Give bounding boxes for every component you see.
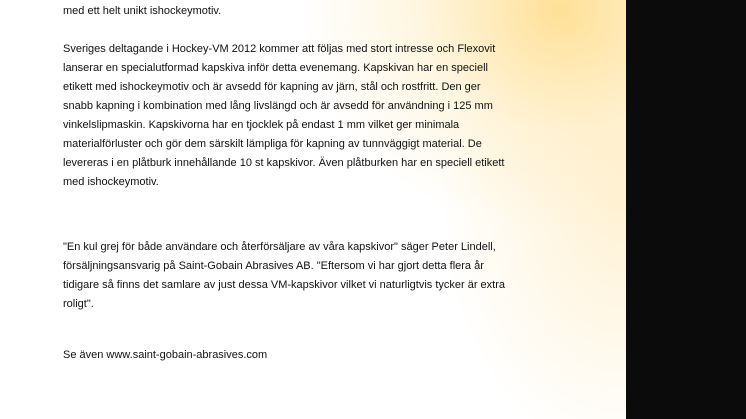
text-line: etikett med ishockeymotiv och är avsedd för kapning av järn, stål och rostfritt. Den ger [63,81,481,93]
paragraph-quote [63,238,583,314]
text-line: roligt". [63,298,94,310]
text-line: tidigare så finns det samlare av just dessa VM-kapskivor vilket vi naturligtvis tycker är extra [63,279,505,291]
text-line: med ishockeymotiv. [63,176,159,188]
paragraph-product-description [63,40,583,192]
text-line: levereras i en plåtburk innehållande 10 st kapskivor. Även plåtburken har en speciell etikett [63,157,505,169]
paragraph-see-also: Se även www.saint-gobain-abrasives.com [63,349,268,361]
text-line: lanserar en specialutformad kapskiva inför detta evenemang. Kapskivan har en speciell [63,62,488,74]
paragraph-intro-end: med ett helt unikt ishockeymotiv. [63,5,222,17]
text-line: Sveriges deltagande i Hockey-VM 2012 kommer att följas med stort intresse och Flexovit [63,43,496,55]
dark-side-panel [626,0,746,419]
text-line: materialförluster och gör dem särskilt lämpliga för kapning av tunnväggigt material. De [63,138,482,150]
text-line: vinkelslipmaskin. Kapskivorna har en tjocklek på endast 1 mm vilket ger minimala [63,119,460,131]
text-line: snabb kapning i kombination med lång livslängd och är avsedd för användning i 125 mm [63,100,493,112]
text-line: försäljningsansvarig på Saint-Gobain Abrasives AB. "Eftersom vi har gjort detta flera år [63,260,484,272]
text-line: "En kul grej för både användare och återförsäljare av våra kapskivor" säger Peter Lindell, [63,241,496,253]
